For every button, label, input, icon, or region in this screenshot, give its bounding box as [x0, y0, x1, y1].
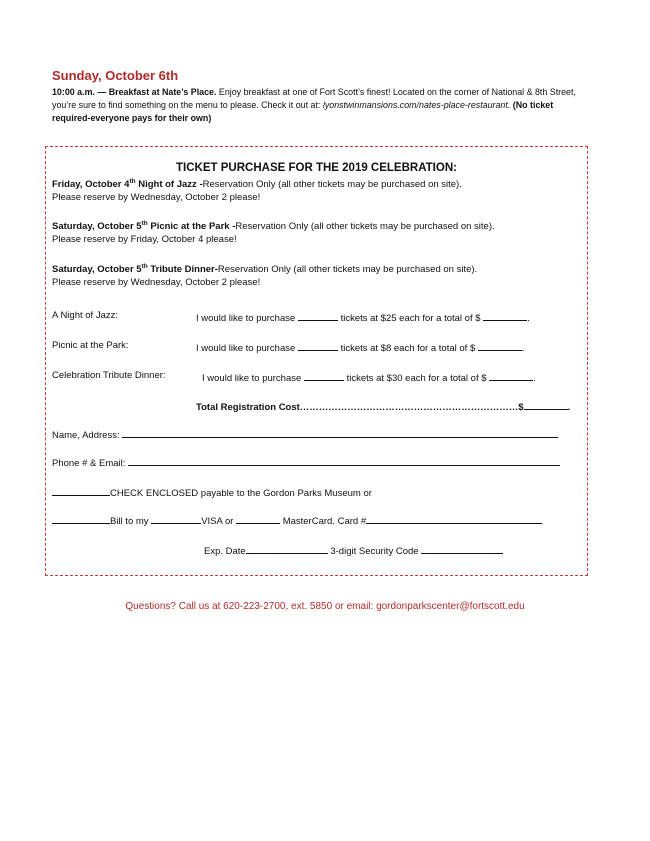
card-number-field[interactable] — [366, 513, 542, 524]
reservation-note: Reservation Only (all other tickets may be purchased on site). — [217, 264, 478, 275]
check-text: CHECK ENCLOSED payable to the Gordon Parks Museum or — [110, 488, 372, 499]
reservation-dinner — [52, 263, 582, 289]
amount-field[interactable] — [489, 370, 533, 381]
check-row — [52, 485, 372, 499]
row-label: Picnic at the Park: — [52, 340, 129, 351]
phone-email-label: Phone # & Email: — [52, 458, 126, 469]
reservation-event: Picnic at the Park - — [147, 221, 236, 232]
quantity-field[interactable] — [298, 310, 338, 321]
amount-field[interactable] — [483, 310, 527, 321]
phone-email-field[interactable] — [128, 455, 560, 466]
amount-field[interactable] — [478, 340, 522, 351]
row-text: tickets at $25 each for a total of $ — [340, 313, 481, 324]
total-label: Total Registration Cost……………………………………………………………$ — [196, 402, 524, 413]
row-text: tickets at $30 each for a total of $ — [346, 373, 487, 384]
visa-text: VISA or — [201, 516, 234, 527]
mastercard-blank[interactable] — [236, 513, 280, 524]
bill-blank[interactable] — [52, 513, 110, 524]
event-name: Breakfast at Nate’s Place. — [108, 87, 217, 97]
total-registration: Total Registration Cost……………………………………………………………$ . — [196, 399, 570, 413]
bill-to-text: Bill to my — [110, 516, 149, 527]
reservation-note: Reservation Only (all other tickets may be purchased on site). — [235, 221, 495, 232]
contact-line: Questions? Call us at 620-223-2700, ext. 5850 or email: gordonparkscenter@fortscott.edu — [125, 601, 525, 612]
phone-email-row — [52, 455, 560, 469]
event-url[interactable]: lyonstwinmansions.com/nates-place-restaurant. — [322, 100, 511, 110]
reservation-picnic — [52, 220, 582, 246]
exp-date-field[interactable] — [246, 543, 328, 554]
event-description: Enjoy breakfast at one of Fort Scott’s finest! Located on the corner of National & 8th Street, you’re sure to find something on the menu to please. Check it out at: — [52, 87, 576, 110]
total-field[interactable] — [524, 399, 568, 410]
row-text: I would like to purchase — [196, 313, 296, 324]
reservation-deadline: Please reserve by Friday, October 4 please! — [52, 234, 237, 245]
event-note: (No ticket required-everyone pays for their own) — [52, 100, 554, 123]
reservation-date: Friday, October 4 — [52, 179, 130, 190]
row-label: Celebration Tribute Dinner: — [52, 370, 166, 381]
security-code-field[interactable] — [421, 543, 503, 554]
form-title: TICKET PURCHASE FOR THE 2019 CELEBRATION: — [176, 162, 457, 174]
reservation-jazz — [52, 178, 582, 204]
date-suffix: th — [129, 177, 136, 185]
reservation-date: Saturday, October 5 — [52, 264, 142, 275]
ticket-purchase-form: TICKET PURCHASE FOR THE 2019 CELEBRATION: Friday, October 4th Night of Jazz -Reservation Only (all other tickets may be purchased on site). Please reserve by Wednesday, October 2 please! Saturday, October 5th Picnic at the Park -Reservation Only (all other tickets may be purchased on site). Please reserve by Friday, October 4 please! Saturday, October 5th Tribute Dinner-Reservation Only (all other tickets may be purchased on site). Please reserve by Wednesday, October 2 please! A Night of Jazz: I would like to purchase tickets at $25 each for a total of $ . Picnic at the Park: I would like to purchase tickets at $8 each for a total of $ . Celebration Tribute Dinner: I would like to purchase tickets at $30 each for a total of $ . Total Registration Cost……………………………………………………………$ . Name, Address: Phone # & Email: CHECK ENCLOSED payable to the Gordon Parks Museum or Bill to my VISA or MasterCard. Card # Exp. Date 3-digit Security Code — [45, 146, 588, 576]
expiry-row — [204, 543, 503, 557]
date-suffix: th — [141, 262, 148, 270]
quantity-field[interactable] — [298, 340, 338, 351]
reservation-note: Reservation Only (all other tickets may be purchased on site). — [202, 179, 462, 190]
event-time: 10:00 a.m. — — [52, 87, 109, 97]
name-address-label: Name, Address: — [52, 430, 120, 441]
reservation-deadline: Please reserve by Wednesday, October 2 please! — [52, 192, 261, 203]
security-code-label: 3-digit Security Code — [330, 546, 419, 557]
reservation-date: Saturday, October 5 — [52, 221, 142, 232]
quantity-field[interactable] — [304, 370, 344, 381]
row-label: A Night of Jazz: — [52, 310, 119, 321]
name-address-row — [52, 427, 558, 441]
row-text: I would like to purchase — [196, 343, 296, 354]
day-heading: Sunday, October 6th — [52, 68, 179, 83]
reservation-event: Night of Jazz - — [135, 179, 203, 190]
row-text: tickets at $8 each for a total of $ — [340, 343, 476, 354]
visa-blank[interactable] — [151, 513, 201, 524]
mastercard-text: MasterCard. Card # — [282, 516, 367, 527]
date-suffix: th — [141, 219, 148, 227]
reservation-event: Tribute Dinner- — [147, 264, 218, 275]
name-address-field[interactable] — [122, 427, 558, 438]
event-paragraph — [52, 86, 592, 125]
row-text: I would like to purchase — [202, 373, 302, 384]
reservation-deadline: Please reserve by Wednesday, October 2 please! — [52, 277, 261, 288]
exp-date-label: Exp. Date — [204, 546, 246, 557]
card-row — [52, 513, 542, 527]
check-blank[interactable] — [52, 485, 110, 496]
